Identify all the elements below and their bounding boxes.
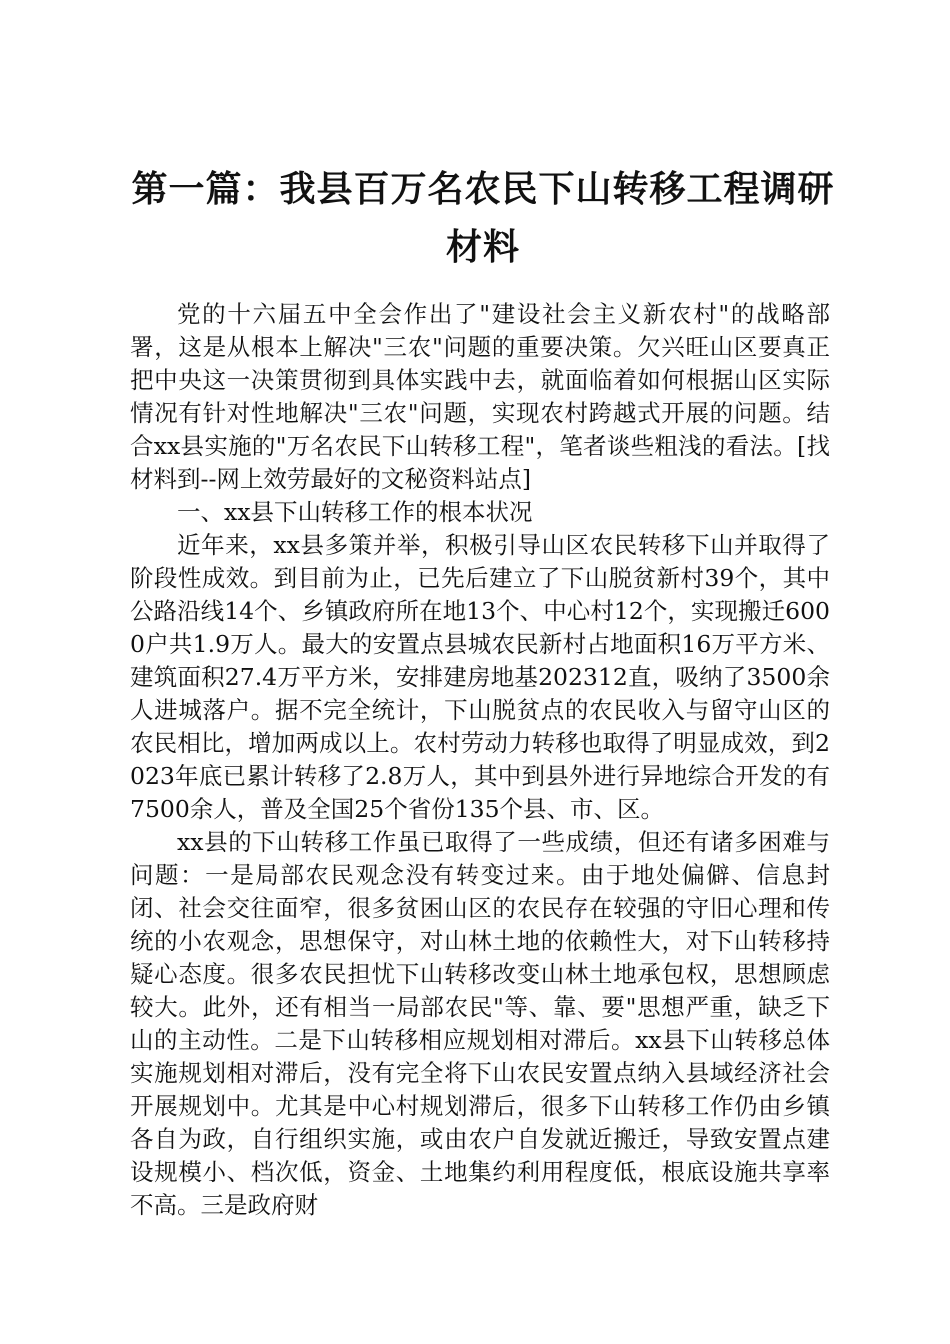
paragraph-progress: 近年来，xx县多策并举，积极引导山区农民转移下山并取得了阶段性成效。到目前为止，已先后建立了下山脱贫新村39个，其中公路沿线14个、乡镇政府所在地13个、中心村12个，实现搬迁6000户共1.9万人。最大的安置点县城农民新村占地面积16万平方米、建筑面积27.4万平方米，安排建房地基202312直，吸纳了3500余人进城落户。据不完全统计，下山脱贫点的农民收入与留守山区的农民相比，增加两成以上。农村劳动力转移也取得了明显成效，到2023年底已累计转移了2.8万人，其中到县外进行异地综合开发的有7500余人，普及全国25个省份135个县、市、区。 xyxy=(130,531,830,823)
document-title: 第一篇：我县百万名农民下山转移工程调研材料 xyxy=(131,168,835,268)
paragraph-problems: xx县的下山转移工作虽已取得了一些成绩，但还有诸多困难与问题：一是局部农民观念没有转变过来。由于地处偏僻、信息封闭、社会交往面窄，很多贫困山区的农民存在较强的守旧心理和传统的小农观念，思想保守，对山林土地的依赖性大，对下山转移持疑心态度。很多农民担忧下山转移改变山林土地承包权，思想顾虑较大。此外，还有相当一局部农民"等、靠、要"思想严重，缺乏下山的主动性。二是下山转移相应规划相对滞后。xx县下山转移总体实施规划相对滞后，没有完全将下山农民安置点纳入县域经济社会开展规划中。尤其是中心村规划滞后，很多下山转移工作仍由乡镇各自为政，自行组织实施，或由农户自发就近搬迁，导致安置点建设规模小、档次低，资金、土地集约利用程度低，根底设施共享率不高。三是政府财 xyxy=(130,828,830,1219)
document-body xyxy=(130,298,830,1222)
paragraph-intro: 党的十六届五中全会作出了"建设社会主义新农村"的战略部署，这是从根本上解决"三农"问题的重要决策。欠兴旺山区要真正把中央这一决策贯彻到具体实践中去，就面临着如何根据山区实际情况有针对性地解决"三农"问题，实现农村跨越式开展的问题。结合xx县实施的"万名农民下山转移工程"，笔者谈些粗浅的看法。[找材料到--网上效劳最好的文秘资料站点] xyxy=(130,300,830,493)
section-heading: 一、xx县下山转移工作的根本状况 xyxy=(177,498,533,526)
